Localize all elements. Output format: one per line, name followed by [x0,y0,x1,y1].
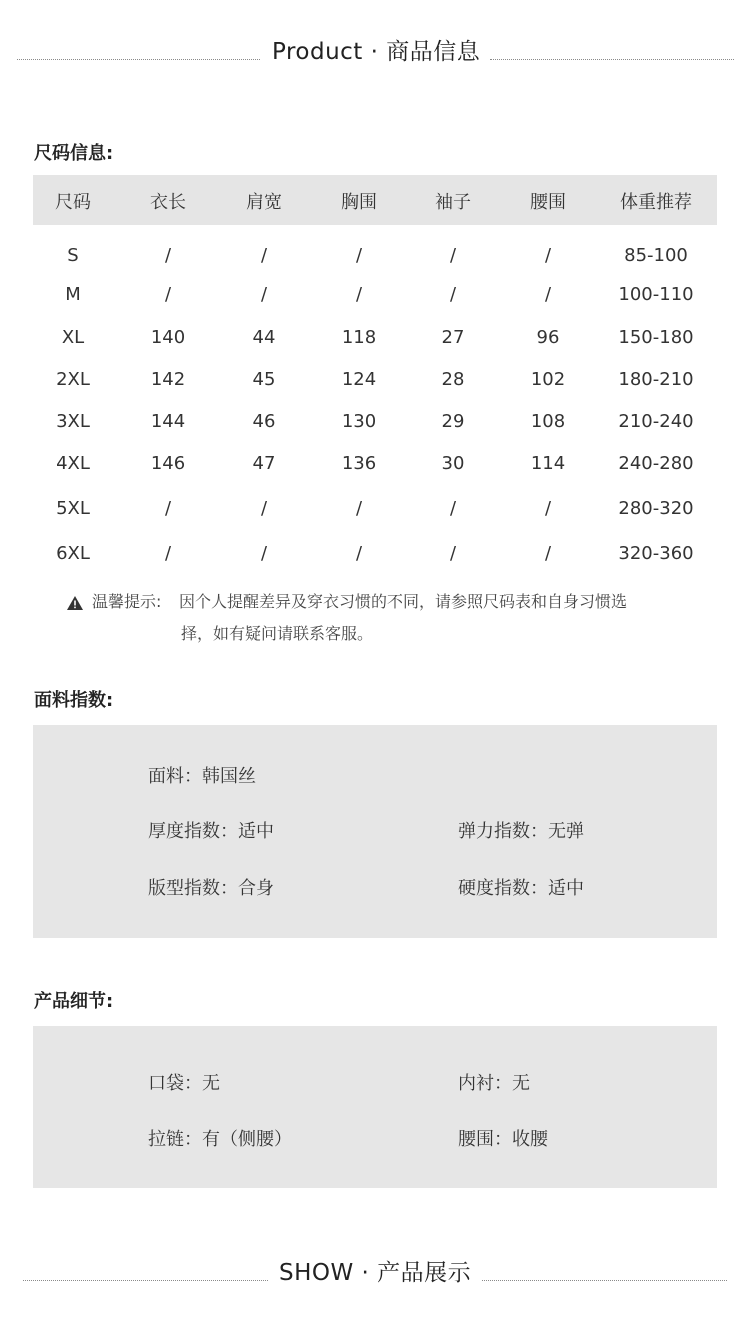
cell-weight: 180-210 [618,369,694,390]
cell-sleeve: / [449,498,457,519]
footer-dots-left [23,1280,268,1281]
cell-length: 142 [150,369,186,390]
header-dots-right [490,59,734,60]
table-row [33,543,717,573]
fit-index: 版型指数：合身 [148,878,274,899]
table-row [33,284,717,314]
cell-sleeve: 29 [441,411,465,432]
detail-section-label: 产品细节: [34,991,114,1012]
col-header-length: 衣长 [150,192,186,213]
cell-waist: 108 [530,411,566,432]
table-row [33,369,717,399]
footer-title: SHOW · 产品展示 [279,1260,472,1286]
cell-length: 140 [150,327,186,348]
header-title: Product · 商品信息 [272,39,481,65]
cell-shoulder: / [260,498,268,519]
cell-length: / [164,245,172,266]
cell-bust: / [355,245,363,266]
cell-shoulder: / [260,543,268,564]
cell-length: / [164,284,172,305]
notice-label: 温馨提示: [92,592,162,611]
cell-bust: 124 [341,369,377,390]
footer-dots-right [482,1280,727,1281]
cell-size: 3XL [56,411,90,432]
cell-length: / [164,498,172,519]
cell-size: XL [61,327,85,348]
cell-size: 2XL [56,369,90,390]
cell-length: / [164,543,172,564]
table-row [33,245,717,275]
table-row [33,498,717,528]
col-header-bust: 胸围 [341,192,377,213]
cell-bust: / [355,284,363,305]
col-header-size: 尺码 [55,192,91,213]
cell-sleeve: 27 [441,327,465,348]
elasticity-index: 弹力指数：无弹 [458,821,584,842]
size-section-label: 尺码信息: [34,143,114,164]
detail-info-box [33,1026,717,1188]
cell-waist: 96 [536,327,560,348]
cell-shoulder: 44 [252,327,276,348]
cell-sleeve: / [449,245,457,266]
cell-bust: 136 [341,453,377,474]
cell-size: 6XL [56,543,90,564]
cell-weight: 240-280 [618,453,694,474]
cell-waist: / [544,498,552,519]
col-header-waist: 腰围 [530,192,566,213]
cell-weight: 210-240 [618,411,694,432]
size-table [33,175,717,564]
lining-info: 内衬：无 [458,1073,530,1094]
cell-length: 146 [150,453,186,474]
zipper-info: 拉链：有（侧腰） [148,1129,292,1150]
cell-waist: / [544,284,552,305]
pocket-info: 口袋：无 [148,1073,220,1094]
cell-weight: 100-110 [618,284,694,305]
col-header-weight: 体重推荐 [620,192,692,213]
waist-info: 腰围：收腰 [458,1129,548,1150]
cell-weight: 150-180 [618,327,694,348]
hardness-index: 硬度指数：适中 [458,878,584,899]
fabric-section-label: 面料指数: [34,690,114,711]
cell-sleeve: 28 [441,369,465,390]
cell-length: 144 [150,411,186,432]
cell-waist: / [544,543,552,564]
cell-shoulder: 46 [252,411,276,432]
col-header-shoulder: 肩宽 [246,192,282,213]
col-header-sleeve: 袖子 [435,192,471,213]
cell-weight: 320-360 [618,543,694,564]
notice-text-line2: 择，如有疑问请联系客服。 [181,624,374,643]
cell-bust: / [355,498,363,519]
table-row [33,327,717,357]
header-divider [0,32,750,72]
notice-text-line1: 因个人提醒差异及穿衣习惯的不同，请参照尺码表和自身习惯选 [179,592,628,611]
cell-shoulder: / [260,284,268,305]
cell-size: S [67,245,79,266]
fabric-type: 面料：韩国丝 [148,766,256,787]
cell-waist: 102 [530,369,566,390]
cell-shoulder: 45 [252,369,276,390]
warning-icon [66,595,84,611]
cell-shoulder: 47 [252,453,276,474]
cell-bust: / [355,543,363,564]
cell-sleeve: / [449,543,457,564]
header-dots-left [17,59,260,60]
footer-divider [0,1253,750,1293]
cell-waist: 114 [530,453,566,474]
size-table-header [33,175,717,225]
thickness-index: 厚度指数：适中 [148,821,274,842]
table-row [33,411,717,441]
cell-weight: 85-100 [624,245,688,266]
cell-weight: 280-320 [618,498,694,519]
cell-shoulder: / [260,245,268,266]
table-row [33,453,717,483]
cell-sleeve: / [449,284,457,305]
cell-size: M [65,284,81,305]
cell-waist: / [544,245,552,266]
cell-bust: 130 [341,411,377,432]
cell-bust: 118 [341,327,377,348]
fabric-info-box [33,725,717,938]
cell-size: 5XL [56,498,90,519]
cell-sleeve: 30 [441,453,465,474]
cell-size: 4XL [56,453,90,474]
